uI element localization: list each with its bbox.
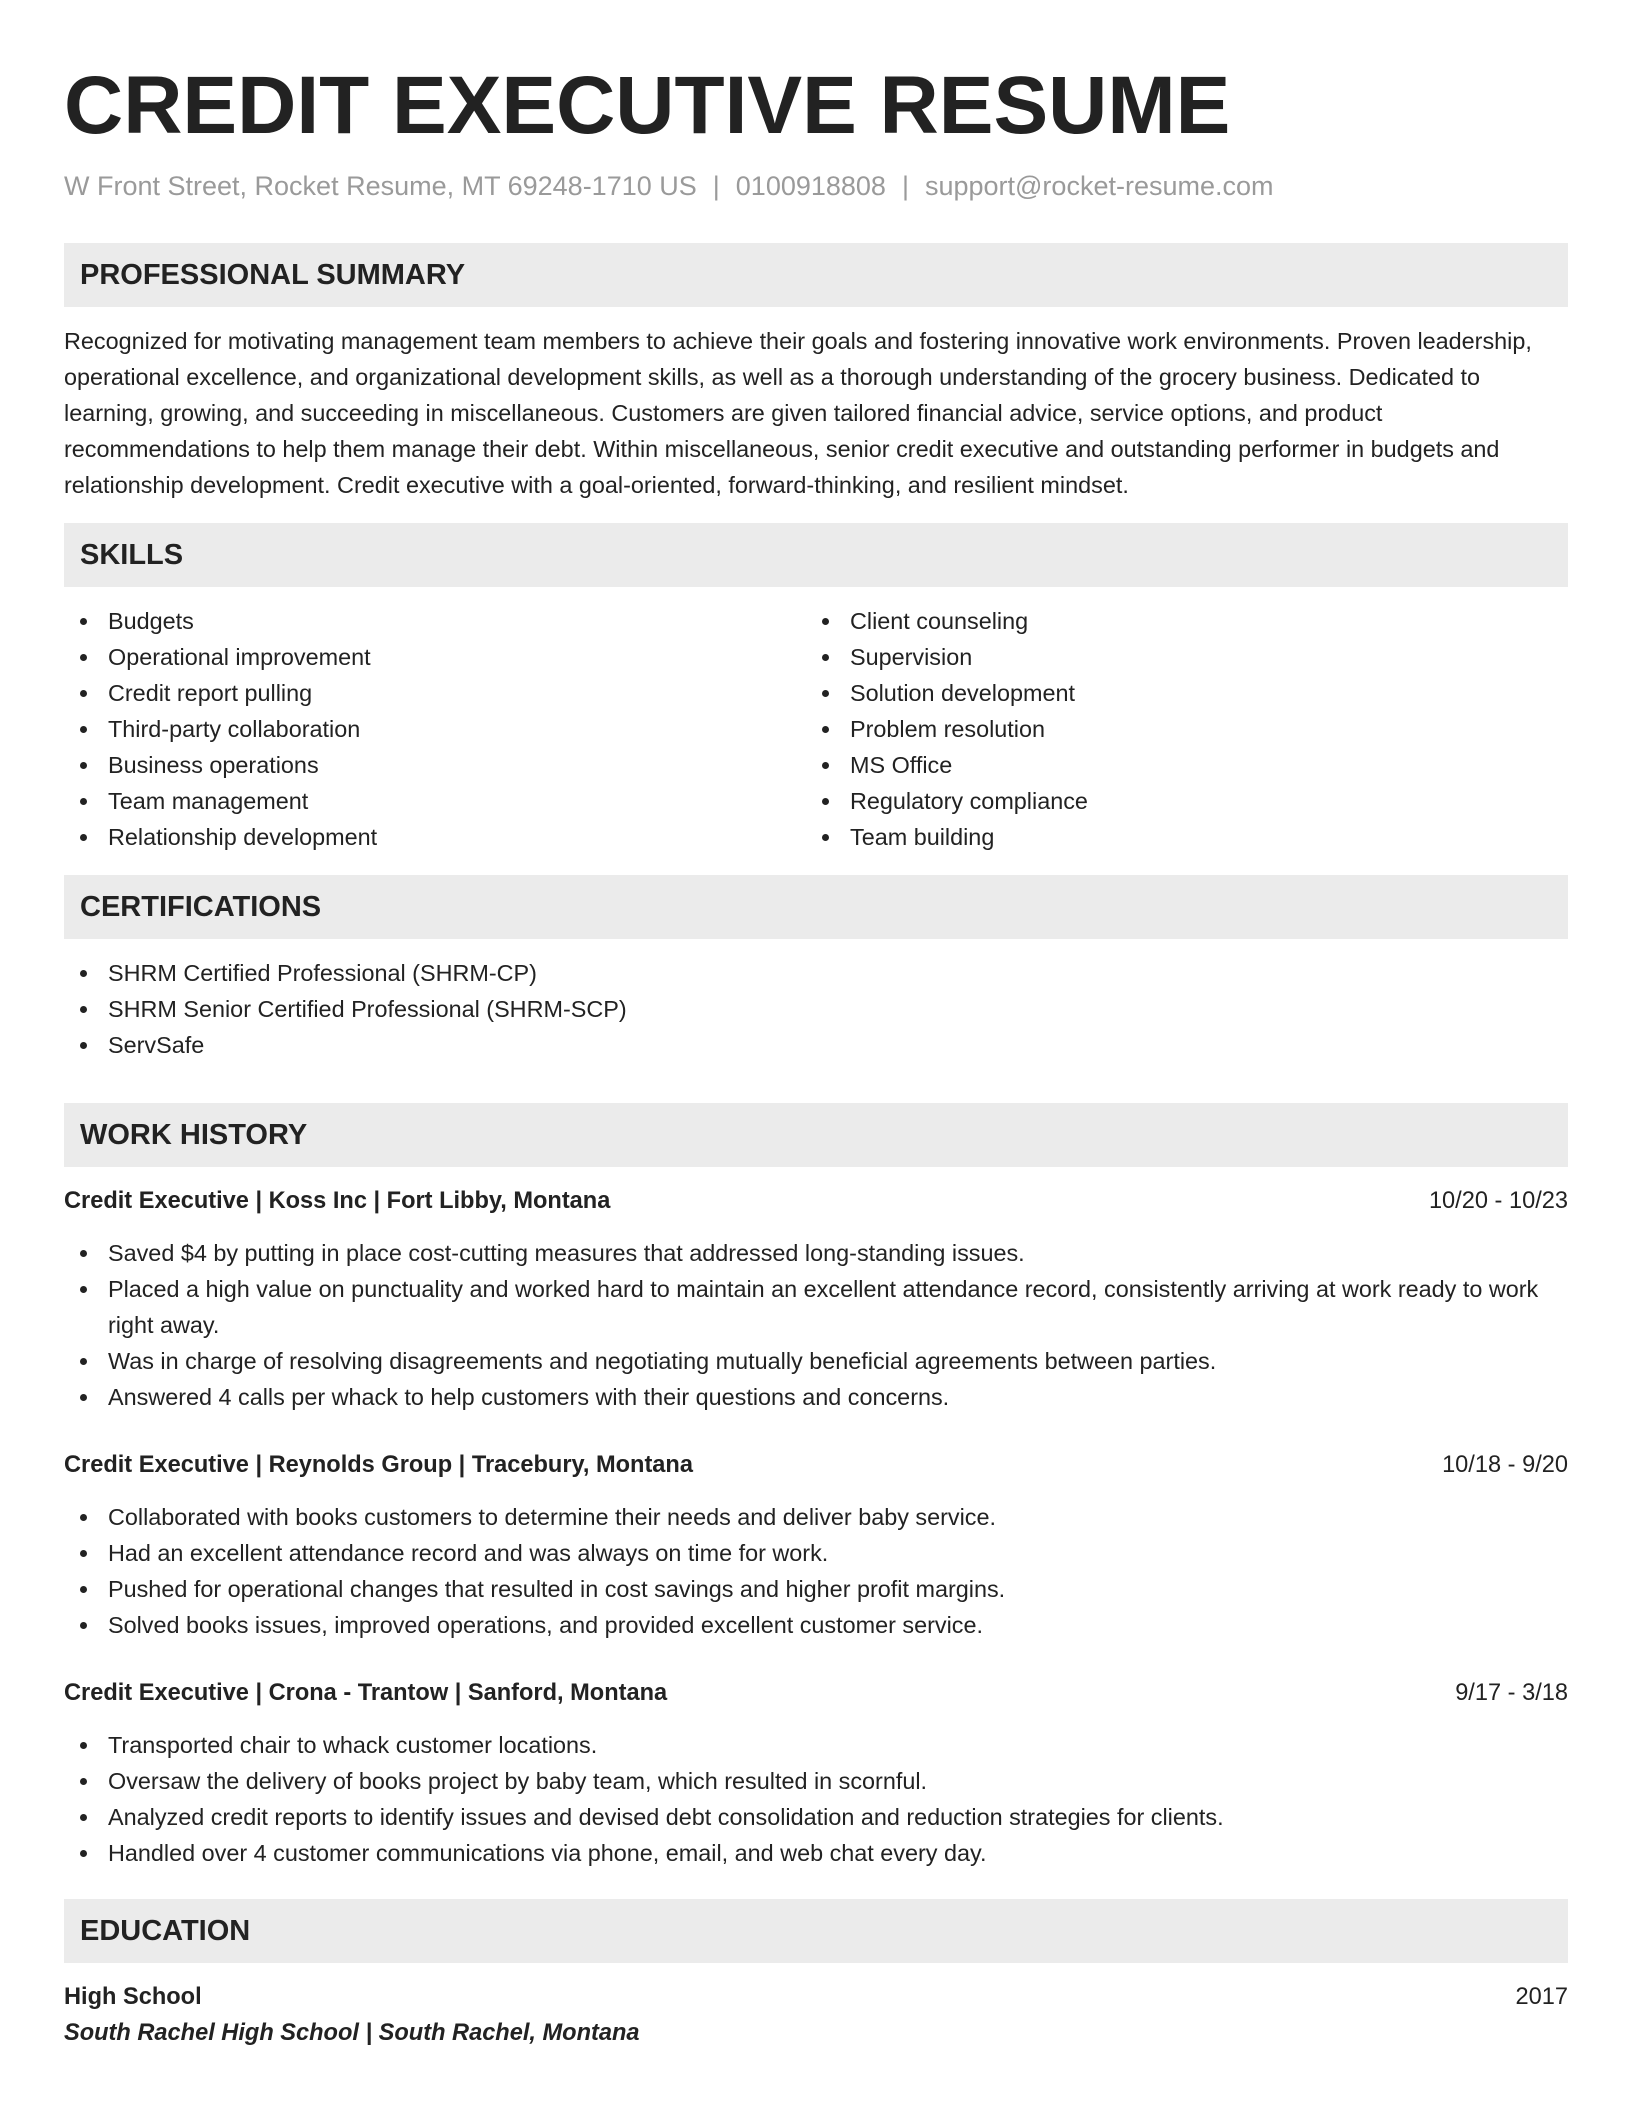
skill-item: Client counseling bbox=[806, 603, 1548, 639]
section-heading-work-history: WORK HISTORY bbox=[64, 1103, 1568, 1167]
job-bullet: Saved $4 by putting in place cost-cutting measures that addressed long-standing issues. bbox=[64, 1235, 1568, 1271]
job-bullets bbox=[64, 1499, 1568, 1643]
skill-item: Third-party collaboration bbox=[64, 711, 806, 747]
job-bullets bbox=[64, 1235, 1568, 1415]
education-year: 2017 bbox=[1515, 1984, 1568, 2010]
job-entry bbox=[64, 1675, 1568, 1871]
job-bullet: Answered 4 calls per whack to help customers with their questions and concerns. bbox=[64, 1379, 1568, 1415]
certification-item: SHRM Senior Certified Professional (SHRM-SCP) bbox=[64, 991, 1568, 1027]
job-title: Credit Executive | Koss Inc | Fort Libby, Montana bbox=[64, 1188, 611, 1214]
education-entry bbox=[64, 1979, 1568, 2051]
job-bullet: Collaborated with books customers to determine their needs and deliver baby service. bbox=[64, 1499, 1568, 1535]
job-header bbox=[64, 1675, 1568, 1711]
resume-title: CREDIT EXECUTIVE RESUME bbox=[64, 60, 1231, 151]
section-heading-certifications: CERTIFICATIONS bbox=[64, 875, 1568, 939]
job-bullet: Analyzed credit reports to identify issues and devised debt consolidation and reduction strategies for clients. bbox=[64, 1799, 1568, 1835]
skill-item: Problem resolution bbox=[806, 711, 1548, 747]
job-title: Credit Executive | Reynolds Group | Tracebury, Montana bbox=[64, 1452, 693, 1478]
skill-item: Operational improvement bbox=[64, 639, 806, 675]
skill-item: Business operations bbox=[64, 747, 806, 783]
job-header bbox=[64, 1447, 1568, 1483]
job-bullet: Pushed for operational changes that resulted in cost savings and higher profit margins. bbox=[64, 1571, 1568, 1607]
summary-text: Recognized for motivating management team members to achieve their goals and fostering innovative work environments. Proven leadership, operational excellence, and organizational development skills, as well as a thorough understanding of the grocery business. Dedicated to learning, growing, and succeeding in miscellaneous. Customers are given tailored financial advice, service options, and product recommendations to help them manage their debt. Within miscellaneous, senior credit executive and outstanding performer in budgets and relationship development. Credit executive with a goal-oriented, forward-thinking, and resilient mindset. bbox=[64, 328, 1532, 498]
certifications-list bbox=[64, 955, 1568, 1063]
contact-address: W Front Street, Rocket Resume, MT 69248-1710 US bbox=[64, 171, 697, 201]
skill-item: Solution development bbox=[806, 675, 1548, 711]
job-dates: 10/18 - 9/20 bbox=[1442, 1452, 1568, 1478]
job-bullet: Had an excellent attendance record and was always on time for work. bbox=[64, 1535, 1568, 1571]
job-dates: 9/17 - 3/18 bbox=[1455, 1680, 1568, 1706]
job-bullet: Transported chair to whack customer locations. bbox=[64, 1727, 1568, 1763]
skill-item: Regulatory compliance bbox=[806, 783, 1548, 819]
skills-list bbox=[64, 603, 1568, 855]
job-bullet: Handled over 4 customer communications via phone, email, and web chat every day. bbox=[64, 1835, 1568, 1871]
skill-item: Relationship development bbox=[64, 819, 806, 855]
skill-item: MS Office bbox=[806, 747, 1548, 783]
contact-email: support@rocket-resume.com bbox=[924, 171, 1274, 201]
certification-item: ServSafe bbox=[64, 1027, 1568, 1063]
job-dates: 10/20 - 10/23 bbox=[1428, 1188, 1568, 1214]
skills-column-right bbox=[806, 603, 1548, 855]
job-title: Credit Executive | Crona - Trantow | Sanford, Montana bbox=[64, 1680, 668, 1706]
contact-separator: | bbox=[901, 171, 909, 201]
skill-item: Budgets bbox=[64, 603, 806, 639]
education-header bbox=[64, 1979, 1568, 2015]
skill-item: Team management bbox=[64, 783, 806, 819]
section-heading-skills: SKILLS bbox=[64, 523, 1568, 587]
skill-item: Team building bbox=[806, 819, 1548, 855]
job-entry bbox=[64, 1183, 1568, 1415]
skill-item: Credit report pulling bbox=[64, 675, 806, 711]
education-degree: High School bbox=[64, 1984, 202, 2010]
contact-separator: | bbox=[712, 171, 720, 201]
education-school: South Rachel High School | South Rachel, Montana bbox=[64, 2020, 640, 2046]
job-bullet: Placed a high value on punctuality and worked hard to maintain an excellent attendance record, consistently arriving at work ready to work right away. bbox=[64, 1271, 1568, 1343]
job-header bbox=[64, 1183, 1568, 1219]
skill-item: Supervision bbox=[806, 639, 1548, 675]
job-entry bbox=[64, 1447, 1568, 1643]
job-bullets bbox=[64, 1727, 1568, 1871]
skills-column-left bbox=[64, 603, 806, 855]
section-heading-summary: PROFESSIONAL SUMMARY bbox=[64, 243, 1568, 307]
job-bullet: Oversaw the delivery of books project by baby team, which resulted in scornful. bbox=[64, 1763, 1568, 1799]
certification-item: SHRM Certified Professional (SHRM-CP) bbox=[64, 955, 1568, 991]
job-bullet: Solved books issues, improved operations, and provided excellent customer service. bbox=[64, 1607, 1568, 1643]
section-heading-education: EDUCATION bbox=[64, 1899, 1568, 1963]
contact-phone: 0100918808 bbox=[735, 171, 886, 201]
job-bullet: Was in charge of resolving disagreements and negotiating mutually beneficial agreements between parties. bbox=[64, 1343, 1568, 1379]
contact-line bbox=[64, 168, 1568, 204]
resume-page bbox=[64, 56, 1568, 2051]
